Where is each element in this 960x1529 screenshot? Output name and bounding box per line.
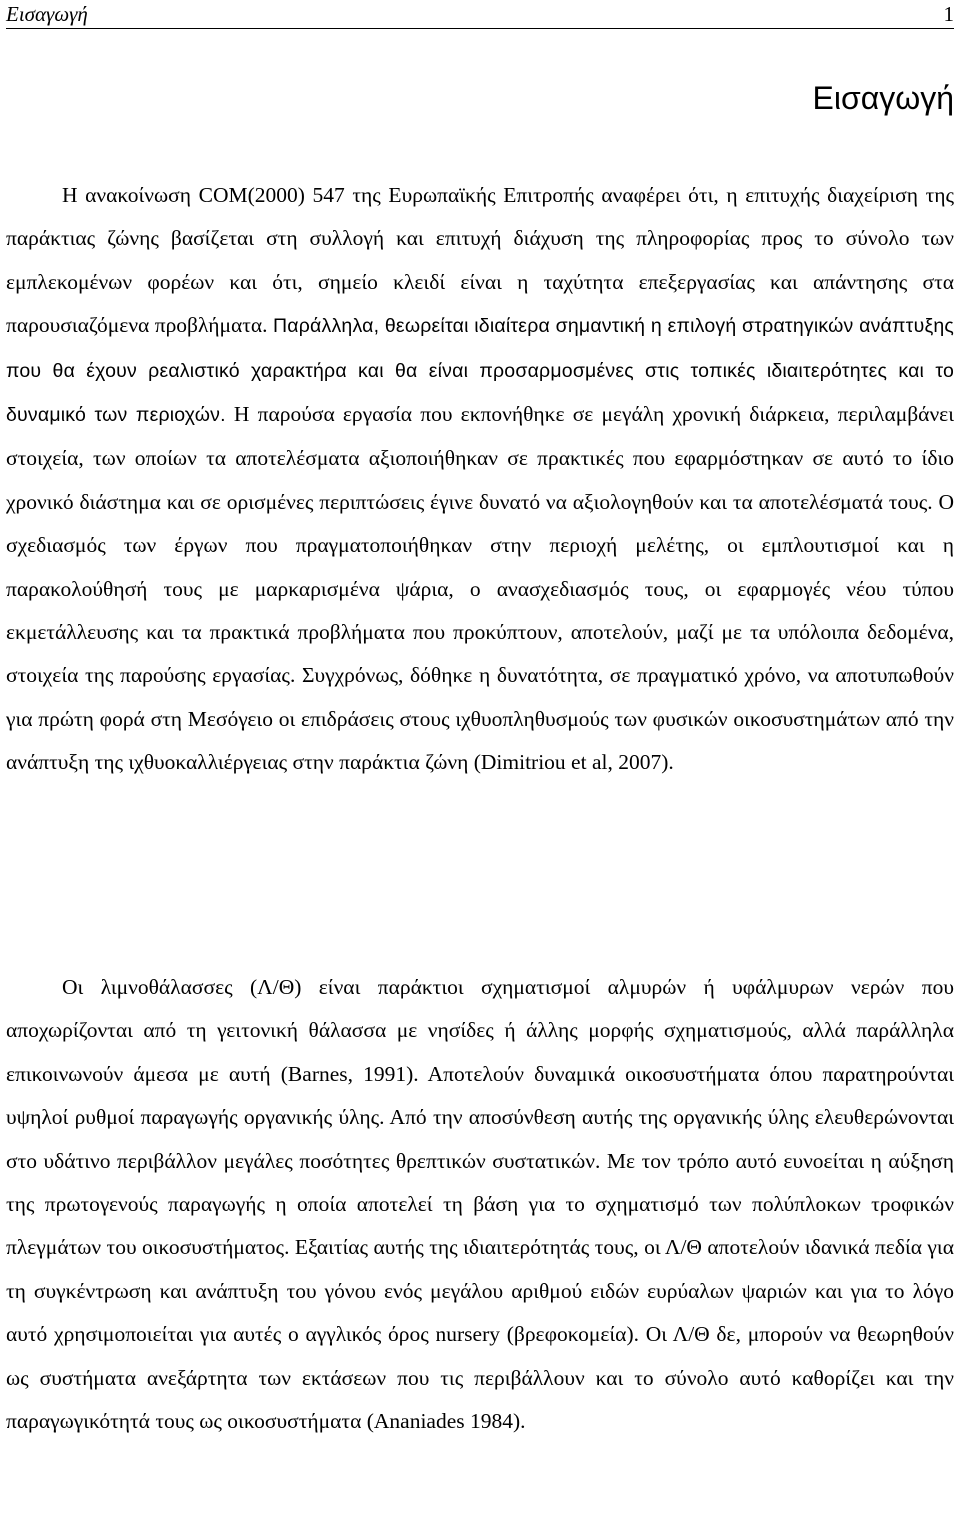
paragraph-1 <box>6 174 954 785</box>
sentence: Παράλληλα, θεωρείται ιδιαίτερα σημαντική η επιλογή στρατηγικών ανάπτυξης που θα έχουν ρεαλιστικό χαρακτήρα και θα είναι προσαρμοσμένες στις τοπικές ιδιαιτερότητες και το δυναμικό των περιοχών. <box>6 315 955 427</box>
sentence: Η ανακοίνωση COM(2000) 547 της Ευρωπαϊκής Επιτροπής αναφέρει ότι, η επιτυχής διαχείριση της παράκτιας ζώνης βασίζεται στη συλλογή και επιτυχή διάχυση της πληροφορίας προς το σύνολο των εμπλεκομένων φορέων και ότι, σημείο κλειδί είναι η ταχύτητα επεξεργασίας και απάντησης στα παρουσιαζόμενα προβλήματα. <box>6 183 954 338</box>
sentence: Εξαιτίας αυτής της ιδιαιτερότητάς τους, οι Λ/Θ αποτελούν ιδανικά πεδία για τη συγκέντρωση και ανάπτυξη του γόνου ενός μεγάλου αριθμού ειδών ευρύαλων ψαριών και για το λόγο αυτό χρησιμοποιείται για αυτές ο αγγλικός όρος nursery (βρεφοκομεία). <box>6 1235 954 1347</box>
sentence: Αποτελούν δυναμικά οικοσυστήματα όπου παρατηρούνται υψηλοί ρυθμοί παραγωγής οργανικής ύλης. <box>6 1061 954 1130</box>
running-header <box>6 2 954 29</box>
chapter-title: Εισαγωγή <box>812 80 954 116</box>
sentence: Η παρούσα εργασία που εκπονήθηκε σε μεγάλη χρονική διάρκεια, περιλαμβάνει στοιχεία, των οποίων τα αποτελέσματα αξιοποιήθηκαν σε πρακτικές που εφαρμόστηκαν σε αυτό το ίδιο χρονικό διάστημα και σε ορισμένες περιπτώσεις έγινε δυνατό να αξιολογηθούν και τα αποτελέσματά τους. <box>6 402 954 514</box>
sentence: Ο σχεδιασμός των έργων που πραγματοποιήθηκαν στην περιοχή μελέτης, οι εμπλουτισμοί και η παρακολούθησή τους με μαρκαρισμένα ψάρια, ο ανασχεδιασμός τους, οι εφαρμογές νέου τύπου εκμετάλλευσης και τα πρακτικά προβλήματα που προκύπτουν, αποτελούν, μαζί με τα υπόλοιπα δεδομένα, στοιχεία της παρούσης εργασίας. <box>6 489 954 688</box>
running-title: Εισαγωγή <box>6 2 88 26</box>
paragraph-2 <box>6 966 954 1443</box>
sentence: Από την αποσύνθεση αυτής της οργανικής ύλης ελευθερώνονται στο υδάτινο περιβάλλον μεγάλες ποσότητες θρεπτικών συστατικών. <box>6 1105 954 1173</box>
sentence: Συγχρόνως, δόθηκε η δυνατότητα, σε πραγματικό χρόνο, να αποτυπωθούν για πρώτη φορά στη Μεσόγειο οι επιδράσεις στους ιχθυοπληθυσμούς των φυσικών οικοσυστημάτων από την ανάπτυξη της ιχθυοκαλλιέργειας στην παράκτια ζώνη (Dimitriou et al, 2007). <box>6 663 955 775</box>
page-number: 1 <box>943 2 954 26</box>
sentence: Οι Λ/Θ δε, μπορούν να θεωρηθούν ως συστήματα ανεξάρτητα των εκτάσεων που τις περιβάλλουν και το σύνολο αυτό καθορίζει και την παραγωγικότητά τους ως οικοσυστήματα (Ananiades 1984). <box>6 1322 955 1434</box>
sentence: Οι λιμνοθάλασσες (Λ/Θ) είναι παράκτιοι σχηματισμοί αλμυρών ή υφάλμυρων νερών που αποχωρίζονται από τη γειτονική θάλασσα με νησίδες ή άλλης μορφής σχηματισμούς, αλλά παράλληλα επικοινωνούν άμεσα με αυτή (Barnes, 1991). <box>6 975 954 1086</box>
sentence: Με τον τρόπο αυτό ευνοείται η αύξηση της πρωτογενούς παραγωγής η οποία αποτελεί τη βάση για το σχηματισμό των πολύπλοκων τροφικών πλεγμάτων του οικοσυστήματος. <box>6 1148 954 1260</box>
